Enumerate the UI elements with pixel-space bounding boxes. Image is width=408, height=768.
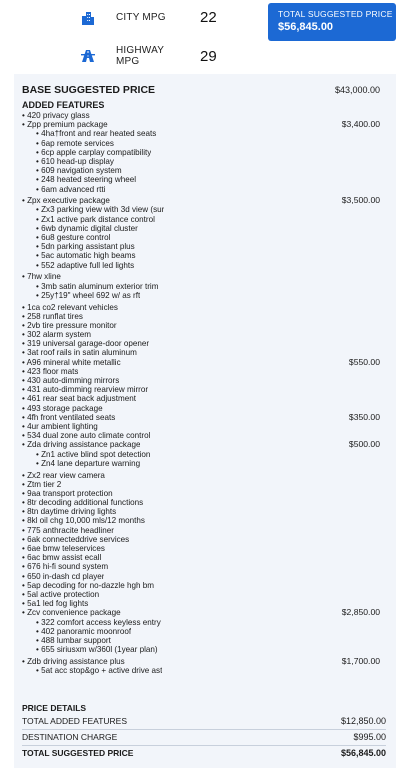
feature-item xyxy=(22,581,388,590)
feature-item xyxy=(22,498,388,507)
feature-list xyxy=(22,111,388,675)
feature-item xyxy=(22,422,388,431)
feature-price: $350.00 xyxy=(348,411,380,422)
feature-text: • Zx3 parking view with 3d view (sur xyxy=(36,205,165,215)
price-details xyxy=(22,702,386,761)
feature-text: • 4fh front ventilated seats xyxy=(22,412,116,422)
feature-item xyxy=(22,572,388,581)
feature-text: • 534 dual zone auto climate control xyxy=(22,431,151,441)
feature-text: • 322 comfort access keyless entry xyxy=(36,617,161,627)
feature-item xyxy=(22,526,388,535)
feature-text: • 5ap decoding for no-dazzle hgh bm xyxy=(22,580,154,590)
feature-item xyxy=(22,471,388,480)
feature-text: • Ztm tier 2 xyxy=(22,479,62,489)
feature-text: • 5dn parking assistant plus xyxy=(36,242,135,252)
feature-item xyxy=(22,303,388,312)
feature-item xyxy=(22,312,388,321)
sub-feature-item xyxy=(22,261,388,270)
feature-text: • 6ap remote services xyxy=(36,138,114,148)
sub-feature-item xyxy=(22,636,388,645)
total-suggested-label: TOTAL SUGGESTED PRICE xyxy=(22,748,134,758)
feature-text: • Zcv convenience package xyxy=(22,608,121,618)
sub-feature-item xyxy=(22,148,388,157)
feature-text: • 2vb tire pressure monitor xyxy=(22,320,117,330)
city-mpg-row xyxy=(80,9,217,26)
feature-item xyxy=(22,544,388,553)
feature-text: • 610 head-up display xyxy=(36,156,114,166)
feature-text: • 1ca co2 relevant vehicles xyxy=(22,302,118,312)
feature-price: $3,400.00 xyxy=(341,119,380,130)
feature-item xyxy=(22,562,388,571)
feature-item xyxy=(22,440,388,449)
base-price-value: $43,000.00 xyxy=(334,85,380,95)
feature-item xyxy=(22,599,388,608)
highway-mpg-label: HIGHWAY MPG xyxy=(116,45,164,67)
sub-feature-item xyxy=(22,205,388,214)
feature-text: • 552 adaptive full led lights xyxy=(36,260,135,270)
feature-text: • Zdb driving assistance plus xyxy=(22,656,125,666)
feature-item xyxy=(22,516,388,525)
sub-feature-item xyxy=(22,666,388,675)
sub-feature-item xyxy=(22,157,388,166)
feature-item xyxy=(22,489,388,498)
feature-text: • 775 anthracite headliner xyxy=(22,525,114,535)
feature-item xyxy=(22,480,388,489)
sub-feature-item xyxy=(22,139,388,148)
feature-item xyxy=(22,358,388,367)
feature-text: • 3at roof rails in satin aluminum xyxy=(22,348,137,358)
feature-item xyxy=(22,376,388,385)
sub-feature-item xyxy=(22,224,388,233)
feature-text: • 676 hi-fi sound system xyxy=(22,562,109,572)
feature-item xyxy=(22,535,388,544)
feature-item xyxy=(22,120,388,129)
feature-text: • 248 heated steering wheel xyxy=(36,175,137,185)
feature-price: $500.00 xyxy=(348,439,380,450)
destination-row xyxy=(22,729,386,745)
feature-text: • 25y†19" wheel 692 w/ as rft xyxy=(36,290,141,300)
total-price-box-value: $56,845.00 xyxy=(278,21,334,33)
city-mpg-label: CITY MPG xyxy=(116,12,166,23)
sub-feature-item xyxy=(22,291,388,300)
feature-item xyxy=(22,413,388,422)
sub-feature-item xyxy=(22,282,388,291)
feature-item xyxy=(22,348,388,357)
feature-price: $550.00 xyxy=(348,356,380,367)
sub-feature-item xyxy=(22,627,388,636)
sub-feature-item xyxy=(22,129,388,138)
feature-text: • 8tn daytime driving lights xyxy=(22,507,117,517)
feature-text: • 430 auto-dimming mirrors xyxy=(22,376,120,386)
sub-feature-item xyxy=(22,233,388,242)
feature-item xyxy=(22,321,388,330)
feature-text: • 9aa transport protection xyxy=(22,488,113,498)
feature-text: • 493 storage package xyxy=(22,403,103,413)
feature-text: • 6ak connecteddrive services xyxy=(22,534,130,544)
feature-price: $1,700.00 xyxy=(341,655,380,666)
sub-feature-item xyxy=(22,166,388,175)
sub-feature-item xyxy=(22,251,388,260)
feature-text: • 423 floor mats xyxy=(22,366,79,376)
total-price-box[interactable] xyxy=(268,3,396,41)
price-details-title: PRICE DETAILS xyxy=(22,703,87,713)
total-suggested-row xyxy=(22,745,386,761)
feature-text: • 461 rear seat back adjustment xyxy=(22,394,136,404)
sub-feature-item xyxy=(22,242,388,251)
feature-text: • 8kl oil chg 10,000 mls/12 months xyxy=(22,516,145,526)
feature-text: • 655 siriusxm w/360l (1year plan) xyxy=(36,645,158,655)
sub-feature-item xyxy=(22,618,388,627)
feature-text: • 650 in-dash cd player xyxy=(22,571,105,581)
feature-text: • Zx1 active park distance control xyxy=(36,214,155,224)
city-buildings-icon xyxy=(80,10,96,26)
feature-text: • 319 universal garage-door opener xyxy=(22,339,150,349)
feature-item xyxy=(22,608,388,617)
feature-text: • 402 panoramic moonroof xyxy=(36,626,132,636)
mpg-header xyxy=(0,0,408,74)
total-added-value: $12,850.00 xyxy=(340,716,386,726)
sub-feature-item xyxy=(22,459,388,468)
feature-item xyxy=(22,330,388,339)
feature-price: $3,500.00 xyxy=(341,195,380,206)
feature-text: • 488 lumbar support xyxy=(36,635,111,645)
price-sheet xyxy=(14,74,396,768)
feature-text: • 4ur ambient lighting xyxy=(22,421,98,431)
feature-text: • 7hw xline xyxy=(22,272,61,282)
destination-label: DESTINATION CHARGE xyxy=(22,732,118,742)
feature-item xyxy=(22,507,388,516)
feature-text: • 6ac bmw assist ecall xyxy=(22,553,102,563)
sub-feature-item xyxy=(22,645,388,654)
feature-item xyxy=(22,196,388,205)
feature-item xyxy=(22,367,388,376)
total-added-row xyxy=(22,714,386,729)
sub-feature-item xyxy=(22,185,388,194)
feature-item xyxy=(22,657,388,666)
feature-item xyxy=(22,404,388,413)
feature-price: $2,850.00 xyxy=(341,607,380,618)
feature-item xyxy=(22,385,388,394)
feature-text: • 6u8 gesture control xyxy=(36,233,111,243)
feature-item xyxy=(22,111,388,120)
sub-feature-item xyxy=(22,175,388,184)
feature-text: • Zda driving assistance package xyxy=(22,440,141,450)
feature-text: • 431 auto-dimming rearview mirror xyxy=(22,385,149,395)
feature-text: • 8tr decoding additional functions xyxy=(22,498,144,508)
highway-mpg-row xyxy=(80,45,217,67)
feature-text: • 3mb satin aluminum exterior trim xyxy=(36,281,159,291)
feature-text: • 5a1 led fog lights xyxy=(22,599,89,609)
feature-item xyxy=(22,339,388,348)
feature-text: • 6ae bmw teleservices xyxy=(22,544,105,553)
feature-text: • 420 privacy glass xyxy=(22,111,90,120)
feature-text: • 6cp apple carplay compatibility xyxy=(36,147,152,157)
feature-text: • Zn4 lane departure warning xyxy=(36,458,141,468)
base-price-row xyxy=(22,82,388,98)
feature-item xyxy=(22,553,388,562)
feature-item xyxy=(22,431,388,440)
sub-feature-item xyxy=(22,215,388,224)
sub-feature-item xyxy=(22,450,388,459)
feature-text: • Zn1 active blind spot detection xyxy=(36,449,151,459)
total-suggested-value: $56,845.00 xyxy=(340,748,386,758)
feature-text: • 5al active protection xyxy=(22,589,100,599)
feature-text: • A96 mineral white metallic xyxy=(22,357,121,367)
feature-item xyxy=(22,394,388,403)
highway-mpg-value: 29 xyxy=(200,47,217,65)
feature-text: • Zpp premium package xyxy=(22,120,108,130)
base-price-label: BASE SUGGESTED PRICE xyxy=(22,84,156,96)
feature-item xyxy=(22,272,388,281)
feature-text: • 5at acc stop&go + active drive ast xyxy=(36,666,163,676)
city-mpg-value: 22 xyxy=(200,9,217,26)
feature-text: • 609 navigation system xyxy=(36,166,122,176)
total-price-box-label: TOTAL SUGGESTED PRICE xyxy=(278,9,393,19)
feature-text: • Zx2 rear view camera xyxy=(22,470,105,480)
feature-text: • 6wb dynamic digital cluster xyxy=(36,223,138,233)
feature-text: • Zpx executive package xyxy=(22,196,110,206)
feature-text: • 302 alarm system xyxy=(22,330,91,340)
feature-text: • 6am advanced rtti xyxy=(36,184,106,194)
destination-value: $995.00 xyxy=(353,732,386,742)
feature-item xyxy=(22,590,388,599)
feature-text: • 4ha†front and rear heated seats xyxy=(36,129,157,139)
total-added-label: TOTAL ADDED FEATURES xyxy=(22,716,128,726)
added-features-title: ADDED FEATURES xyxy=(22,100,105,110)
feature-text: • 5ac automatic high beams xyxy=(36,251,136,261)
feature-text: • 258 runflat tires xyxy=(22,311,83,321)
highway-road-icon xyxy=(80,48,96,64)
